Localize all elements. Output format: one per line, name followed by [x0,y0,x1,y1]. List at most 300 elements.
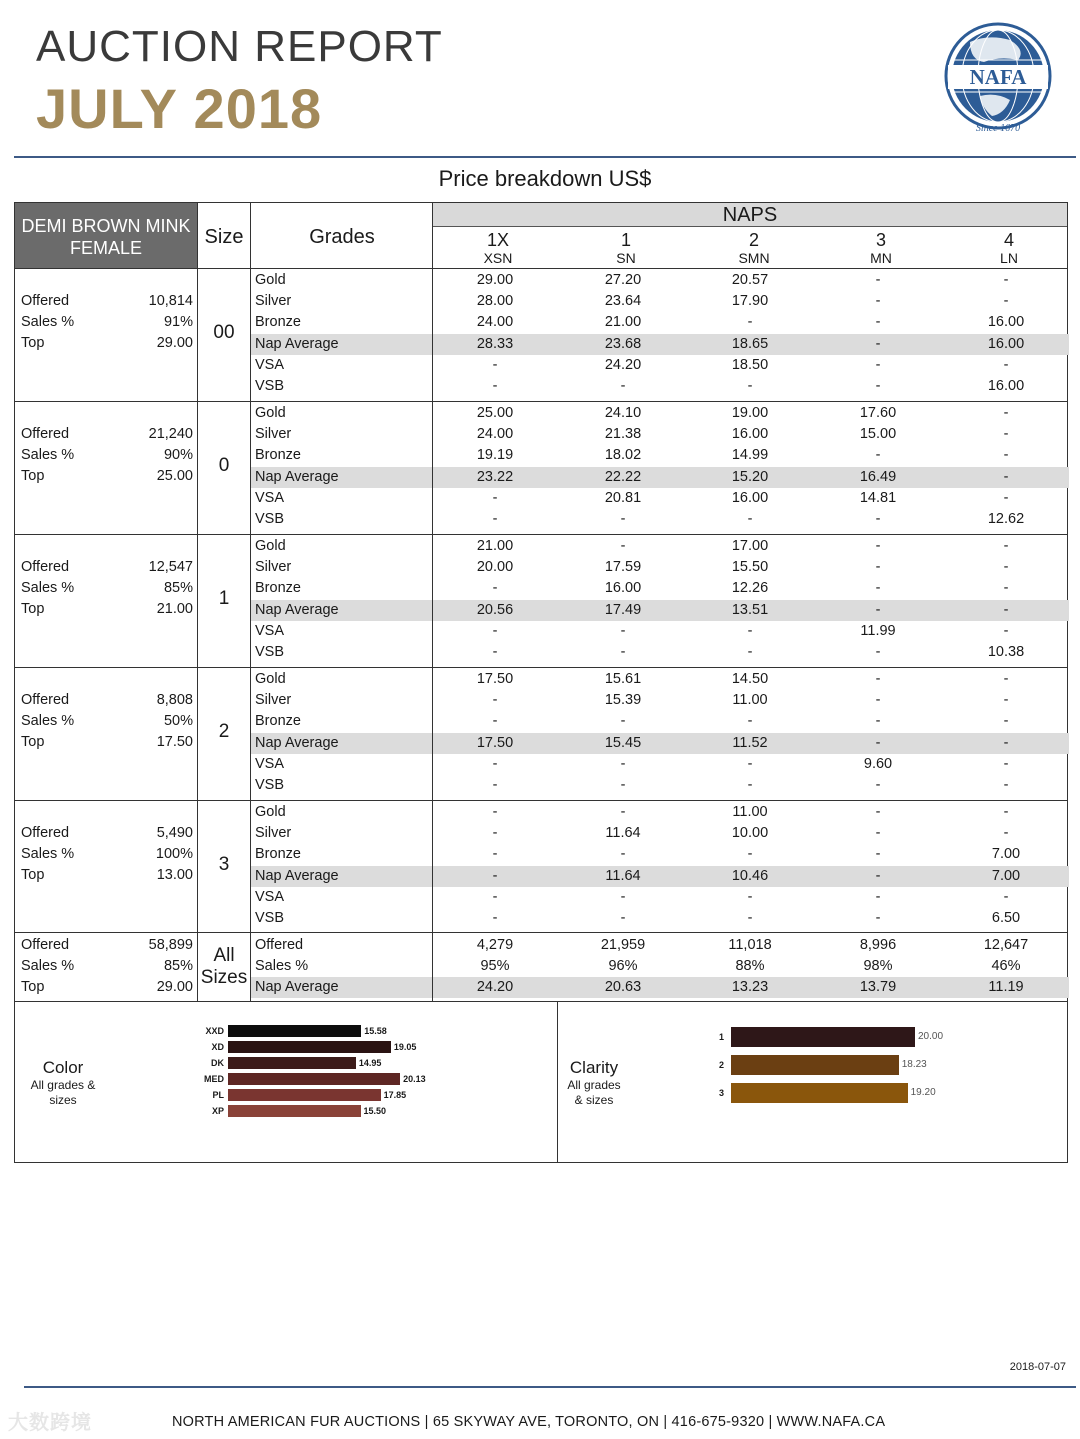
divider [557,1002,558,1163]
price-breakdown-title: Price breakdown US$ [438,166,652,191]
clarity-bar-value: 18.23 [901,1059,927,1070]
color-panel-label [18,1058,108,1108]
offered-label: Offered [21,426,70,443]
all-sizes-line2: Sizes [200,967,248,988]
top-value: 29.00 [156,979,193,996]
color-bar-category: XD [211,1042,224,1052]
price-cell: - [875,713,881,730]
color-bar-value: 14.95 [358,1058,382,1068]
size-value: 1 [218,588,230,609]
price-cell: - [492,804,498,820]
grade-label: Gold [255,671,286,687]
col-head-1x [443,230,553,266]
sales-label: Sales % [21,580,75,597]
summary-label: Sales % [255,958,309,975]
price-cell: - [875,538,881,554]
color-bar [228,1025,361,1037]
price-cell: - [620,910,626,926]
offered-value: 21,240 [148,426,193,443]
price-cell: 19.00 [731,405,769,421]
price-cell: - [875,293,881,310]
sales-label: Sales % [21,447,75,464]
offered-label: Offered [21,559,70,576]
price-cell: 10.00 [731,825,769,842]
grade-label: VSA [255,888,285,905]
logo-name: NAFA [969,65,1027,89]
clarity-bar-value: 19.20 [910,1087,936,1098]
price-cell: 21.00 [604,314,642,331]
color-bar-category: XXD [205,1026,224,1036]
product-header [15,203,197,268]
price-cell: - [875,511,881,527]
price-cell: - [620,378,626,394]
sales-value: 85% [163,580,193,597]
price-cell: 11.00 [732,692,768,709]
col-head-3 [826,230,936,266]
color-bar-value: 15.58 [364,1026,387,1036]
price-cell: 15.50 [731,559,769,576]
price-cell: - [875,559,881,576]
price-cell: 18.02 [604,447,642,464]
price-cell: 24.10 [604,405,642,421]
price-cell: - [492,713,498,730]
price-cell: 10.46 [731,867,769,884]
grade-label: Bronze [255,580,301,597]
header-rule [14,156,1076,158]
col-head-2 [699,230,809,266]
price-cell: - [747,644,753,660]
grade-label: VSB [255,511,285,527]
price-cell: 24.00 [476,426,514,443]
price-cell: 11.52 [732,734,768,751]
price-cell: - [620,644,626,660]
offered-label: Offered [21,937,70,953]
col-head-bottom: SN [616,250,636,266]
price-cell: 7.00 [991,846,1021,863]
clarity-bar-value: 20.00 [918,1031,944,1042]
summary-cell: 13.79 [859,979,897,996]
color-bar [228,1057,356,1069]
price-cell: - [875,777,881,793]
grade-label: Nap Average [255,468,339,485]
col-head-top: 4 [1003,230,1014,250]
grade-label: Nap Average [255,601,339,618]
grade-label: Gold [255,405,286,421]
price-cell: - [620,538,626,554]
color-bar [228,1041,391,1053]
price-cell: - [492,511,498,527]
report-title: AUCTION REPORT [36,22,443,71]
price-cell: - [620,804,626,820]
price-cell: - [875,314,881,331]
sales-value: 85% [163,958,193,975]
sales-value: 50% [163,713,193,730]
col-head-bottom: MN [870,250,892,266]
price-cell: 15.61 [604,671,642,687]
price-cell: - [492,692,498,709]
price-cell: - [875,272,881,288]
sales-label: Sales % [21,314,75,331]
grade-label: Nap Average [255,867,339,884]
divider [250,203,251,1001]
price-cell: - [1003,426,1009,443]
top-label: Top [21,468,45,485]
summary-cell: 4,279 [476,937,514,953]
summary-cell: 24.20 [476,979,514,996]
naps-header: NAPS [722,204,778,226]
price-cell: - [620,846,626,863]
clarity-bar [731,1083,908,1103]
clarity-panel-title: Clarity [569,1058,619,1077]
nafa-logo [940,20,1056,138]
price-cell: - [492,825,498,842]
price-cell: 16.00 [987,314,1025,331]
price-cell: - [875,804,881,820]
grades-header: Grades [309,226,375,248]
watermark: 大数跨境 [8,1412,92,1434]
price-cell: - [875,601,881,618]
price-cell: 16.00 [987,378,1025,394]
price-cell: - [875,644,881,660]
price-cell: 24.20 [604,356,642,373]
price-cell: - [492,644,498,660]
price-cell: 22.22 [604,468,642,485]
all-sizes-line1: All [213,945,235,966]
col-head-top: 2 [748,230,759,250]
price-cell: 17.00 [731,538,769,554]
price-cell: 7.00 [991,867,1021,884]
top-value: 17.50 [156,734,193,751]
footer-rule [24,1386,1076,1388]
price-cell: 16.49 [859,468,897,485]
grade-label: VSB [255,378,285,394]
divider [14,800,1068,801]
grade-label: Gold [255,804,286,820]
color-bar [228,1089,381,1101]
top-label: Top [21,335,45,352]
grade-label: Silver [255,825,292,842]
price-cell: - [492,622,498,639]
product-line1: DEMI BROWN MINK [21,216,191,236]
offered-value: 58,899 [148,937,193,953]
price-cell: 23.64 [604,293,642,310]
price-cell: 28.33 [476,335,514,352]
sales-label: Sales % [21,846,75,863]
sales-value: 100% [155,846,193,863]
price-cell: 15.00 [859,426,897,443]
divider [14,268,1068,269]
price-cell: - [747,622,753,639]
summary-label: Offered [255,937,304,953]
price-cell: 18.50 [731,356,769,373]
color-panel-sub1: All grades & [30,1078,96,1092]
price-cell: 27.20 [604,272,642,288]
price-cell: 18.65 [731,335,769,352]
price-cell: 20.56 [476,601,514,618]
price-cell: - [1003,580,1009,597]
summary-cell: 11,018 [728,937,772,953]
grade-label: Bronze [255,713,301,730]
summary-cell: 96% [608,958,638,975]
price-cell: - [747,888,753,905]
price-cell: - [747,910,753,926]
top-label: Top [21,601,45,618]
price-cell: - [747,713,753,730]
price-cell: 20.57 [731,272,769,288]
logo-since: Since 1670 [975,123,1021,134]
price-cell: 29.00 [476,272,514,288]
grade-label: Silver [255,293,292,310]
price-cell: - [1003,272,1009,288]
all-sizes-label [198,945,250,989]
price-cell: 15.39 [604,692,642,709]
price-cell: - [875,910,881,926]
price-cell: - [1003,356,1009,373]
size-header: Size [204,226,244,248]
clarity-bar [731,1055,899,1075]
price-cell: 16.00 [987,335,1025,352]
price-cell: 17.49 [604,601,642,618]
size-value: 0 [218,455,230,476]
price-cell: 17.59 [604,559,642,576]
price-cell: - [1003,538,1009,554]
price-cell: - [492,910,498,926]
top-label: Top [21,979,45,996]
price-cell: - [747,314,753,331]
clarity-bar [731,1027,915,1047]
col-head-top: 3 [875,230,886,250]
color-bar-value: 15.50 [363,1106,387,1116]
price-cell: - [492,755,498,772]
price-cell: - [1003,601,1009,618]
price-cell: 14.99 [731,447,769,464]
price-cell: 12.62 [987,511,1025,527]
offered-value: 8,808 [156,692,193,709]
offered-label: Offered [21,692,70,709]
price-cell: 19.19 [476,447,514,464]
summary-cell: 88% [735,958,765,975]
price-cell: 16.00 [731,489,769,506]
price-cell: - [1003,559,1009,576]
price-cell: - [620,777,626,793]
clarity-bar-category: 1 [719,1032,725,1042]
clarity-panel-sub2: & sizes [574,1093,614,1107]
divider [14,667,1068,668]
price-cell: 15.45 [604,734,642,751]
price-cell: - [875,447,881,464]
color-bar-category: XP [211,1106,224,1116]
price-cell: - [1003,622,1009,639]
summary-cell: 12,647 [983,937,1029,953]
offered-value: 5,490 [156,825,193,842]
color-bar [228,1105,361,1117]
price-cell: 13.51 [731,601,769,618]
price-cell: 11.64 [605,825,641,842]
clarity-bar-category: 2 [719,1060,725,1070]
price-cell: - [620,755,626,772]
price-cell: - [620,713,626,730]
price-cell: - [747,846,753,863]
clarity-panel-sub1: All grades [567,1078,621,1092]
price-cell: - [875,378,881,394]
offered-value: 10,814 [148,293,193,310]
grade-label: VSB [255,910,285,926]
price-cell: - [1003,671,1009,687]
grade-label: Gold [255,272,286,288]
grade-label: VSA [255,489,285,506]
sales-value: 91% [163,314,193,331]
price-cell: 11.99 [860,622,896,639]
price-cell: - [492,846,498,863]
price-cell: - [620,511,626,527]
price-cell: 11.00 [732,804,768,820]
price-cell: 17.90 [731,293,769,310]
col-head-bottom: LN [1000,250,1018,266]
summary-cell: 95% [480,958,510,975]
price-cell: - [1003,734,1009,751]
price-cell: 24.00 [476,314,514,331]
grade-label: Bronze [255,846,301,863]
price-cell: - [1003,713,1009,730]
price-cell: - [1003,293,1009,310]
price-cell: 28.00 [476,293,514,310]
price-cell: 17.60 [859,405,897,421]
price-cell: - [620,622,626,639]
price-cell: - [875,580,881,597]
grade-label: VSB [255,644,285,660]
price-cell: - [1003,405,1009,421]
offered-label: Offered [21,825,70,842]
summary-cell: 98% [863,958,893,975]
col-head-4 [954,230,1064,266]
color-bar-category: DK [211,1058,224,1068]
summary-cell: 13.23 [731,979,769,996]
top-label: Top [21,867,45,884]
price-cell: - [492,489,498,506]
price-cell: - [492,777,498,793]
price-cell: 21.00 [476,538,514,554]
color-bar-value: 17.85 [383,1090,407,1100]
col-head-1 [571,230,681,266]
price-cell: - [875,867,881,884]
price-cell: - [1003,825,1009,842]
color-panel-sub2: sizes [49,1093,77,1107]
clarity-bar-category: 3 [719,1088,725,1098]
price-cell: 17.50 [476,671,514,687]
grade-label: Nap Average [255,335,339,352]
price-cell: 9.60 [863,755,893,772]
price-cell: 17.50 [476,734,514,751]
price-cell: - [492,867,498,884]
summary-cell: 21,959 [600,937,646,953]
size-value: 3 [218,854,230,875]
sales-value: 90% [163,447,193,464]
grade-label: VSA [255,755,285,772]
color-bar-value: 20.13 [403,1074,426,1084]
grade-label: Silver [255,426,292,443]
divider [1067,203,1068,230]
price-cell: - [492,356,498,373]
top-label: Top [21,734,45,751]
price-cell: - [1003,804,1009,820]
sales-label: Sales % [21,958,75,975]
price-cell: - [875,671,881,687]
price-cell: 11.64 [605,867,641,884]
summary-label: Nap Average [255,979,339,996]
price-cell: - [1003,468,1009,485]
size-value: 2 [218,721,230,742]
col-head-top: 1 [620,230,631,250]
summary-cell: 46% [991,958,1021,975]
grade-label: Silver [255,559,292,576]
price-cell: 14.81 [859,489,897,506]
offered-label: Offered [21,293,70,310]
price-cell: - [875,825,881,842]
top-value: 13.00 [156,867,193,884]
footer-address: NORTH AMERICAN FUR AUCTIONS | 65 SKYWAY AVE, TORONTO, ON | 416-675-9320 | WWW.NAFA.CA [172,1414,886,1430]
grade-label: Silver [255,692,292,709]
price-cell: - [492,888,498,905]
clarity-panel-label [560,1058,628,1108]
price-cell: - [875,335,881,352]
price-cell: - [492,378,498,394]
price-cell: - [747,511,753,527]
price-cell: 20.81 [604,489,642,506]
color-bar [228,1073,400,1085]
price-cell: 10.38 [987,644,1025,660]
price-cell: 21.38 [604,426,642,443]
price-cell: 25.00 [476,405,514,421]
price-cell: 20.00 [476,559,514,576]
color-bar-value: 19.05 [393,1042,417,1052]
color-panel-title: Color [42,1058,84,1077]
price-cell: 23.22 [476,468,514,485]
price-cell: - [1003,489,1009,506]
summary-cell: 20.63 [604,979,642,996]
price-cell: - [875,734,881,751]
price-cell: 14.50 [731,671,769,687]
grade-label: Bronze [255,447,301,464]
col-head-bottom: SMN [738,250,770,266]
grade-label: VSA [255,356,285,373]
price-cell: - [747,755,753,772]
price-cell: 12.26 [731,580,769,597]
sales-label: Sales % [21,713,75,730]
price-cell: - [1003,888,1009,905]
top-value: 29.00 [156,335,193,352]
top-value: 21.00 [156,601,193,618]
price-cell: - [1003,692,1009,709]
price-cell: - [875,846,881,863]
price-cell: 6.50 [991,910,1021,926]
color-bar-category: MED [204,1074,224,1084]
color-bar-category: PL [212,1090,224,1100]
grade-label: Gold [255,538,286,554]
product-line2: FEMALE [69,238,143,258]
divider [14,534,1068,535]
price-cell: - [620,888,626,905]
offered-value: 12,547 [148,559,193,576]
price-cell: - [747,378,753,394]
price-cell: - [1003,447,1009,464]
grade-label: Nap Average [255,734,339,751]
summary-cell: 11.19 [988,979,1024,996]
price-cell: - [875,692,881,709]
col-head-bottom: XSN [483,250,513,266]
price-cell: - [1003,777,1009,793]
grade-label: VSB [255,777,285,793]
price-cell: - [875,356,881,373]
